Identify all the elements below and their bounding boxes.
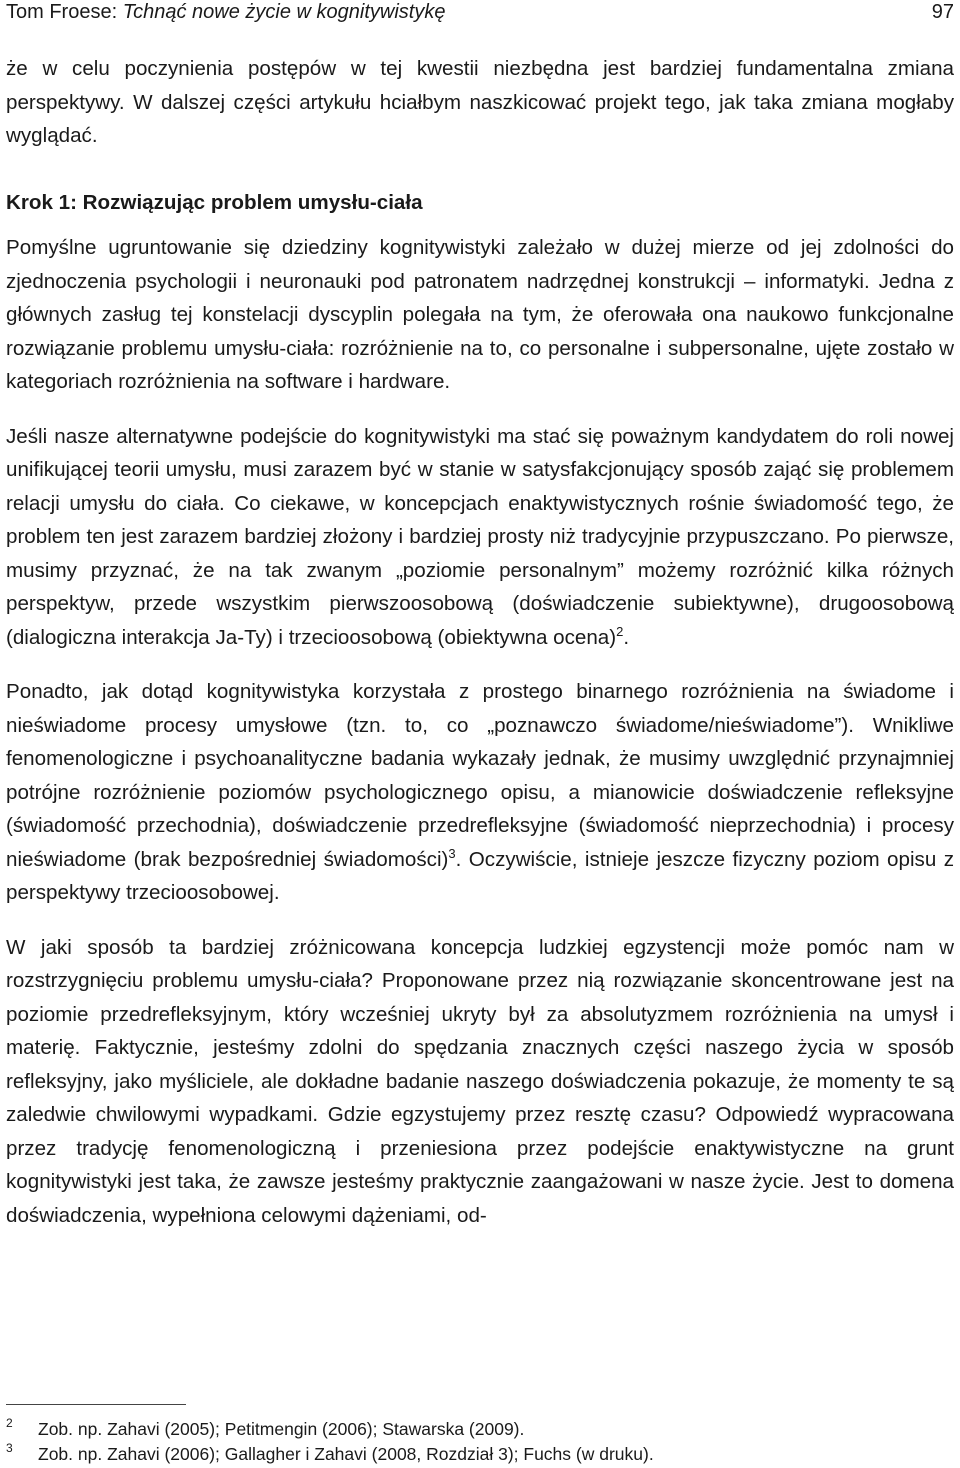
footnote-ref-2[interactable]: 2 <box>616 623 624 639</box>
paragraph-1: Pomyślne ugruntowanie się dziedziny kognitywistyki zależało w dużej mierze od jej zdolności do zjednoczenia psychologii i neuronauki pod patronatem nadrzędnej konstrukcji – informatyki. Jedna z głównych zasług tej konstelacji dyscyplin polegała na tym, że oferowała ona naukowo funkcjonalne rozwiązanie problemu umysłu-ciała: rozróżnienie na to, co personalne i subpersonalne, ujęte zostało w kategoriach rozróżnienia na software i hardware. <box>6 236 954 393</box>
page-number: 97 <box>931 1 954 23</box>
paragraph-3-text: Ponadto, jak dotąd kognitywistyka korzystała z prostego binarnego rozróżnienia na świadome i nieświadome procesy umysłowe (tzn. to, co „poznawczo świadome/nieświadome”). Wnikliwe fenomenologiczne i psychoanalityczne badania wykazały jednak, że musimy uwzględnić przynajmniej potrójne rozróżnienie poziomów psychologicznego opisu, a mianowicie doświadczenie refleksyjne (świadomość przechodnia), doświadczenie przedrefleksyjne (świadomość nieprzechodnia) i procesy nieświadome (brak bezpośredniej świadomości) <box>6 680 954 871</box>
paragraph-2-end: . <box>623 625 630 649</box>
section-heading: Krok 1: Rozwiązując problem umysłu-ciała <box>6 190 423 214</box>
paragraph-2 <box>6 420 954 655</box>
paragraph-3-end: . Oczywiście, istnieje jeszcze fizyczny poziom opisu z perspektywy trzecioosobowej. <box>6 847 954 904</box>
footnote-number: 2 <box>6 1416 13 1430</box>
footnote-text: Zob. np. Zahavi (2006); Gallagher i Zahavi (2008, Rozdział 3); Fuchs (w druku). <box>38 1444 654 1464</box>
paragraph-2-text: Jeśli nasze alternatywne podejście do kognitywistyki ma stać się poważnym kandydatem do roli nowej unifikującej teorii umysłu, musi zarazem być w stanie w satysfakcjonujący sposób zająć się problemem relacji umysłu do ciała. Co ciekawe, w koncepcjach enaktywistycznych rośnie świadomość tego, że problem ten jest zarazem bardziej złożony i bardziej prosty niż tradycyjnie przypuszczano. Po pierwsze, musimy przyznać, że na tak zwanym „poziomie personalnym” możemy rozróżnić kilka różnych perspektyw, przede wszystkim pierwszoosobową (doświadczenie subiektywne), drugoosobową (dialogiczna interakcja Ja-Ty) i trzecioosobową (obiektywna ocena) <box>6 424 954 649</box>
intro-paragraph: że w celu poczynienia postępów w tej kwestii niezbędna jest bardziej fundamentalna zmiana perspektywy. W dalszej części artykułu hciałbym naszkicować projekt tego, jak taka zmiana mogłaby wyglądać. <box>6 57 954 147</box>
running-header <box>6 0 954 24</box>
paragraph-3 <box>6 675 954 910</box>
main-text <box>6 52 954 1232</box>
paragraph-4: W jaki sposób ta bardziej zróżnicowana koncepcja ludzkiej egzystencji może pomóc nam w rozstrzygnięciu problemu umysłu-ciała? Proponowane przez nią rozwiązanie skoncentrowane jest na poziomie przedrefleksyjnym, który wcześniej ukryty był za absolutyzmem rozróżnienia na umysł i materię. Faktycznie, jesteśmy zdolni do spędzania znacznych części naszego życia w sposób refleksyjny, jako myśliciele, ale dokładne badanie naszego doświadczenia pokazuje, że momenty te są zaledwie chwilowymi wypadkami. Gdzie egzystujemy przez resztę czasu? Odpowiedź wypracowana przez tradycję fenomenologiczną i przeniesiona przez podejście enaktywistyczne na grunt kognitywistyki jest taka, że zawsze jesteśmy praktycznie zaangażowani w nasze życie. Jest to domena doświadczenia, wypełniona celowymi dążeniami, od- <box>6 935 954 1227</box>
footnotes <box>6 1417 954 1467</box>
footnote-text: Zob. np. Zahavi (2005); Petitmengin (2006); Stawarska (2009). <box>38 1419 525 1439</box>
footnote-divider <box>6 1404 186 1405</box>
footnote-item <box>6 1417 954 1442</box>
footnote-ref-3[interactable]: 3 <box>448 845 456 861</box>
header-article-title: Tchnąć nowe życie w kognitywistykę <box>122 1 446 23</box>
header-title <box>6 0 445 24</box>
footnote-item <box>6 1442 954 1467</box>
header-author: Tom Froese: <box>6 1 118 23</box>
footnote-number: 3 <box>6 1441 13 1455</box>
